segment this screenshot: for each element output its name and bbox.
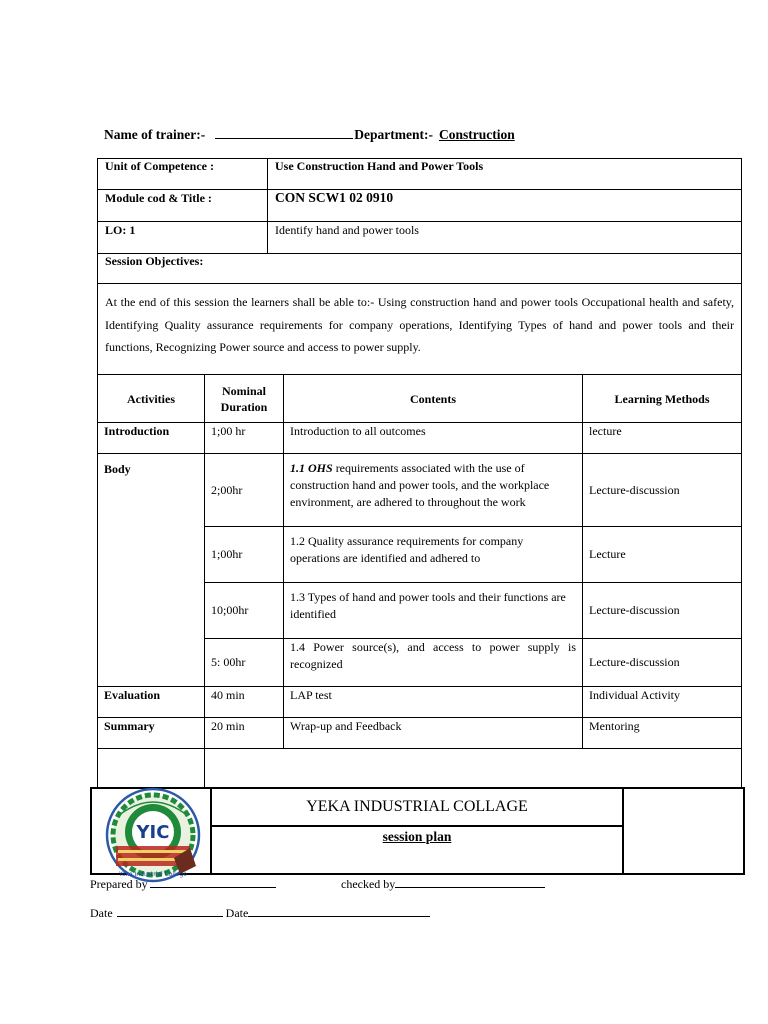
prepared-label: Prepared by [90,877,148,891]
body-activity: Body [98,454,205,687]
contents-header: Contents [284,375,583,423]
body-method: Lecture [583,527,742,583]
body-duration: 2;00hr [205,454,284,527]
session-info-table [97,158,742,375]
intro-content: Introduction to all outcomes [284,423,583,454]
summary-method: Mentoring [583,718,742,749]
document-type: session plan [211,826,623,874]
body-content: 1.3 Types of hand and power tools and their functions are identified [284,583,583,639]
intro-method: lecture [583,423,742,454]
table-row [98,718,742,749]
department-label: Department:- [354,127,433,142]
empty-cell [205,749,742,789]
trainer-department-line [104,126,515,143]
empty-row [98,749,742,789]
checked-label: checked by [341,877,396,891]
intro-activity: Introduction [98,423,205,454]
body-content: 1.2 Quality assurance requirements for company operations are identified and adhered to [284,527,583,583]
lo-value: Identify hand and power tools [268,222,742,254]
summary-duration: 20 min [205,718,284,749]
lo-label: LO: 1 [98,222,268,254]
date-label: Date [225,906,249,920]
module-label: Module cod & Title : [98,190,268,222]
table-row [98,687,742,718]
evaluation-content: LAP test [284,687,583,718]
session-plan-table [97,374,742,789]
evaluation-method: Individual Activity [583,687,742,718]
body-duration: 1;00hr [205,527,284,583]
methods-header: Learning Methods [583,375,742,423]
body-method: Lecture-discussion [583,639,742,687]
department-value: Construction [438,127,515,142]
unit-value: Use Construction Hand and Power Tools [268,159,742,190]
body-content [284,454,583,527]
trainer-label: Name of trainer:- [104,127,206,142]
body-duration: 5: 00hr [205,639,284,687]
body-method: Lecture-discussion [583,454,742,527]
prepared-blank[interactable] [150,876,276,888]
objectives-text: At the end of this session the learners shall be able to:- Using construction hand and power tools Occupational health and safety, Identifying Quality assurance requirements for company operations, Identifying Types of hand and power tools and their functions, Recognizing Power source and access to power supply. [98,284,742,375]
body-method: Lecture-discussion [583,583,742,639]
blank-cell [623,788,744,874]
college-logo-icon [96,786,210,884]
unit-label: Unit of Competence : [98,159,268,190]
body-content-text: requirements associated with the use of construction hand and power tools, and the workplace environment, are adhered to throughout the work [290,461,550,509]
ohs-prefix: 1.1 OHS [290,461,333,475]
activities-header: Activities [98,375,205,423]
checked-by-line [341,876,545,892]
evaluation-activity: Evaluation [98,687,205,718]
college-name: YEKA INDUSTRIAL COLLAGE [211,788,623,826]
prepared-by-line [90,876,276,892]
body-content: 1.4 Power source(s), and access to power supply is recognized [284,639,583,687]
table-row [98,454,742,527]
plan-header-row [98,375,742,423]
objectives-label: Session Objectives: [98,254,742,284]
checked-blank[interactable] [395,876,545,888]
evaluation-duration: 40 min [205,687,284,718]
date-blank[interactable] [248,905,430,917]
body-duration: 10;00hr [205,583,284,639]
intro-duration: 1;00 hr [205,423,284,454]
date-blank[interactable] [117,905,223,917]
empty-cell [98,749,205,789]
summary-activity: Summary [98,718,205,749]
logo-ring-text: Yeka Industrial College [119,871,187,878]
logo-text: YIC [136,822,170,843]
duration-header: Nominal Duration [205,375,284,423]
summary-content: Wrap-up and Feedback [284,718,583,749]
module-value: CON SCW1 02 0910 [268,190,742,222]
table-row [98,423,742,454]
trainer-blank[interactable] [215,126,353,139]
date-line [90,905,430,921]
date-label: Date [90,906,113,920]
